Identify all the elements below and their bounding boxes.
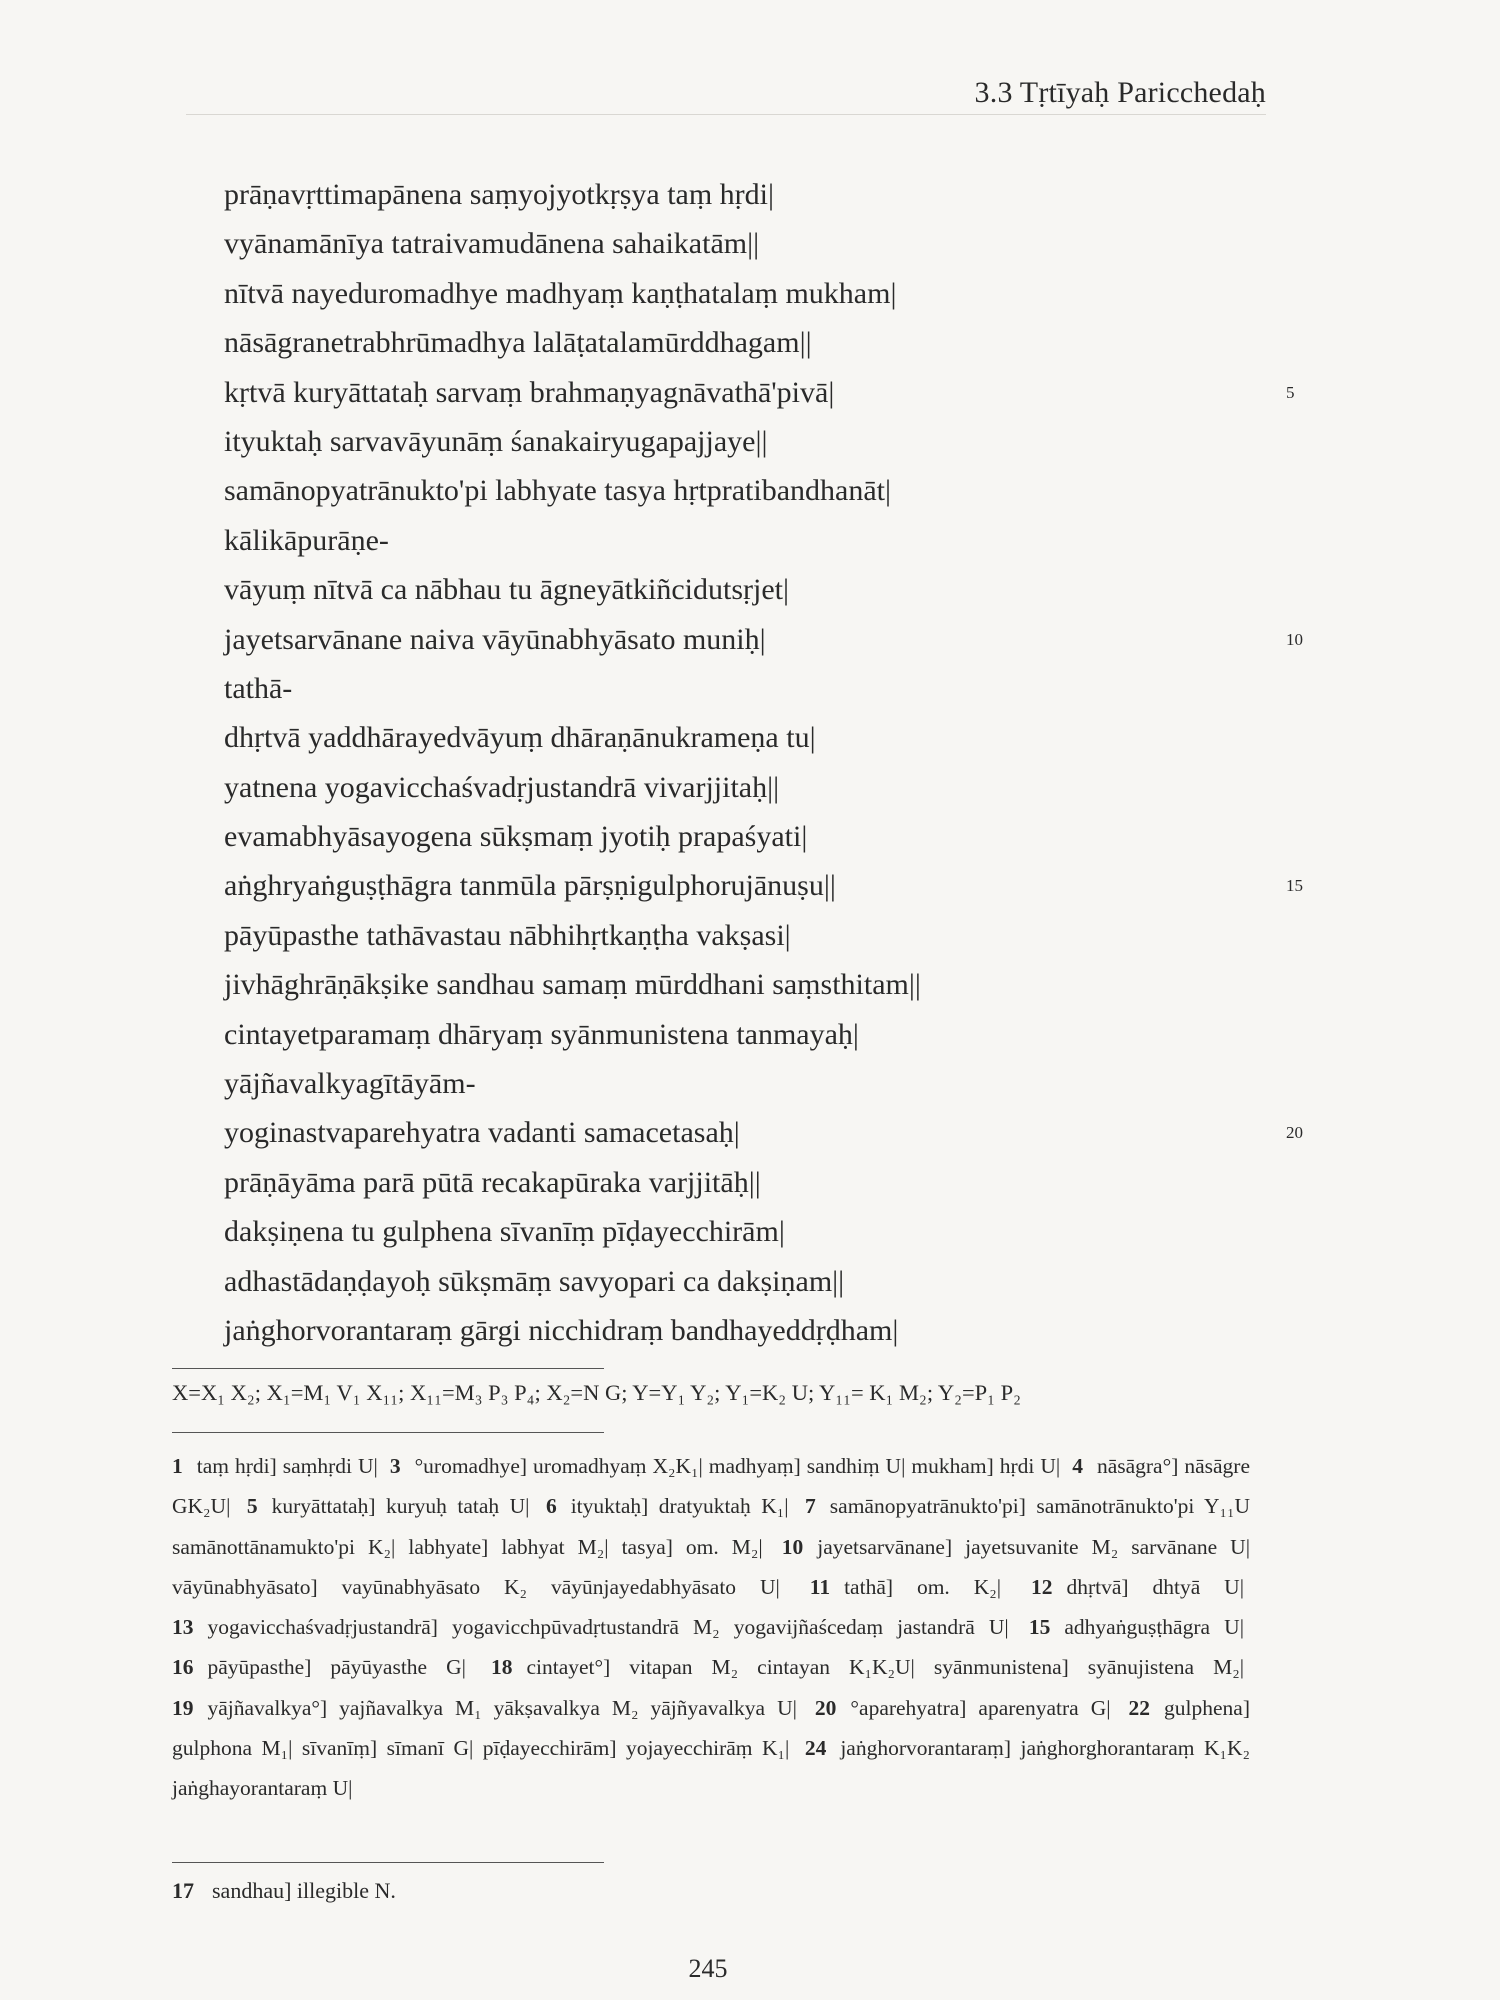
verse-text: tathā- [224,671,293,705]
verse-text: vāyuṃ nītvā ca nābhau tu āgneyātkiñcidutsṛjet| [224,573,789,607]
verse-line [224,565,1304,614]
apparatus-line-ref: 24 [804,1736,827,1761]
apparatus-reading: adhyaṅguṣṭhāgra U| [1064,1615,1245,1640]
verse-text: prāṇavṛttimapānena saṃyojyotkṛṣya taṃ hṛdi| [224,178,775,211]
apparatus-line-ref: 20 [814,1695,837,1720]
apparatus-reading: °uromadhye] uromadhyaṃ X₂K₁| madhyaṃ] sandhiṃ U| mukham] hṛdi U| [414,1454,1061,1478]
page-number: 245 [688,1954,728,1983]
verse-text: jivhāghrāṇākṣike sandhau samaṃ mūrddhani saṃsthitam|| [224,968,921,1002]
verse-line [224,1257,1304,1306]
apparatus-line-ref: 4 [1072,1454,1083,1478]
footnote [172,1878,1250,1904]
verse-line [224,466,1304,515]
critical-apparatus [172,1446,1250,1809]
apparatus-reading: dhṛtvā] dhtyā U| [1066,1574,1245,1599]
apparatus-entry [247,1494,530,1518]
apparatus-reading: gulphena] gulphona M₁| sīvanīṃ] sīmanī G| pīḍayecchirām] yojayecchirāṃ K₁| [172,1695,1250,1761]
apparatus-line-ref: 6 [545,1494,557,1519]
footnote-rule [172,1862,604,1863]
verse-text: evamabhyāsayogena sūkṣmaṃ jyotiḥ prapaśyati| [224,820,808,854]
line-number: 5 [1286,382,1295,402]
page-header [186,74,1266,115]
verse-line [224,1059,1304,1108]
apparatus-line-ref: 11 [809,1574,831,1599]
verse-line [224,1158,1304,1207]
verse-text: cintayetparamaṃ dhāryaṃ syānmunistena tanmayaḥ| [224,1017,859,1051]
apparatus-line-ref: 15 [1028,1615,1051,1640]
apparatus-reading: ityuktaḥ] dratyuktaḥ K₁| [570,1494,789,1519]
verse-line [224,664,1304,713]
verse-line [224,960,1304,1009]
apparatus-entry [1029,1615,1244,1639]
apparatus-entry [390,1454,1060,1478]
verse-text: ityuktaḥ sarvavāyunāṃ śanakairyugapajjaye|| [224,424,768,458]
verse-line [224,219,1304,268]
apparatus-line-ref: 3 [389,1454,401,1478]
verse-text: samānopyatrānukto'pi labhyate tasya hṛtpratibandhanāt| [224,474,892,508]
verse-line [224,763,1304,812]
verse-text: jaṅghorvorantaraṃ gārgi nicchidraṃ bandhayeddṛḍham| [224,1313,899,1347]
apparatus-reading: samānopyatrānukto'pi] samānotrānukto'pi Y₁₁U samānottānamukto'pi K₂| labhyate] labhyat M₂| tasya] om. M₂| [172,1494,1251,1559]
apparatus-entry [172,1454,378,1478]
apparatus-entry [815,1696,1111,1720]
verse-text: nītvā nayeduromadhye madhyaṃ kaṇṭhatalaṃ mukham| [224,276,897,310]
sigla-text: X=X₁ X₂; X₁=M₁ V₁ X₁₁; X₁₁=M₃ P₃ P₄; X₂=N G; Y=Y₁ Y₂; Y₁=K₂ U; Y₁₁= K₁ M₂; Y₂=P₁ P₂ [172,1380,1022,1405]
apparatus-line-ref: 1 [172,1454,183,1478]
verse-text: dakṣiṇena tu gulphena sīvanīṃ pīḍayecchirām| [224,1215,785,1249]
footnote-text: sandhau] illegible N. [212,1878,396,1903]
verse-text: nāsāgranetrabhrūmadhya lalāṭatalamūrddhagam|| [224,326,812,360]
apparatus-reading: jayetsarvānane] jayetsuvanite M₂ sarvānane U| vāyūnabhyāsato] vayūnabhyāsato K₂ vāyūnjayedabhyāsato U| [172,1534,1250,1599]
apparatus-entry [546,1494,789,1518]
verse-line [224,1108,1304,1157]
verse-text: yatnena yogavicchaśvadṛjustandrā vivarjjitaḥ|| [224,770,780,804]
sigla-line [172,1380,1252,1406]
verse-text: jayetsarvānane naiva vāyūnabhyāsato muniḥ| [224,622,766,656]
apparatus-line-ref: 19 [172,1695,194,1720]
verse-text: yājñavalkyagītāyām- [224,1067,476,1101]
footnote-number: 17 [172,1878,194,1903]
apparatus-entry [172,1615,1009,1639]
verse-line [224,861,1304,910]
apparatus-entry [1031,1575,1244,1599]
apparatus-reading: taṃ hṛdi] saṃhṛdi U| [196,1454,378,1478]
apparatus-entry [172,1696,797,1720]
apparatus-reading: yājñavalkya°] yajñavalkya M₁ yākṣavalkya M₂ yājñyavalkya U| [207,1695,797,1720]
verse-line [224,417,1304,466]
verse-line [224,170,1304,219]
verse-line [224,615,1304,664]
apparatus-line-ref: 5 [246,1494,258,1519]
apparatus-line-ref: 10 [781,1534,804,1559]
apparatus-line-ref: 18 [490,1655,513,1680]
verse-text: kālikāpurāṇe- [224,523,389,557]
apparatus-line-ref: 7 [805,1494,816,1519]
verse-text: kṛtvā kuryāttataḥ sarvaṃ brahmaṇyagnāvathā'pivā| [224,375,835,409]
verse-line [224,1207,1304,1256]
verse-line [224,713,1304,762]
sigla-rule [172,1368,604,1369]
line-number: 20 [1286,1123,1303,1143]
verse-text: prāṇāyāma parā pūtā recakapūraka varjjitāḥ|| [224,1165,761,1199]
verse-line [224,318,1304,367]
verse-text: adhastādaṇḍayoḥ sūkṣmāṃ savyopari ca dakṣiṇam|| [224,1264,845,1298]
verse-line [224,812,1304,861]
line-number: 15 [1286,876,1303,896]
apparatus-entry [810,1575,1001,1599]
apparatus-rule [172,1432,604,1433]
apparatus-reading: cintayet°] vitapan M₂ cintayan K₁K₂U| syānmunistena] syānujistena M₂| [526,1655,1245,1680]
verse-text: yoginastvaparehyatra vadanti samacetasaḥ| [224,1116,740,1150]
line-number: 10 [1286,629,1303,649]
verse-line [224,911,1304,960]
verse-line [224,516,1304,565]
apparatus-reading: kuryāttataḥ] kuryuḥ tataḥ U| [271,1494,530,1519]
apparatus-reading: yogavicchaśvadṛjustandrā] yogavicchpūvadṛtustandrā M₂ yogavijñaścedaṃ jastandrā U| [207,1615,1009,1640]
verse-text: dhṛtvā yaddhārayedvāyuṃ dhāraṇānukrameṇa tu| [224,721,816,755]
apparatus-line-ref: 16 [172,1655,194,1680]
apparatus-reading: tathā] om. K₂| [844,1574,1002,1599]
verse-line [224,269,1304,318]
apparatus-reading: nāsāgra°] nāsāgre GK₂U| [172,1454,1250,1519]
apparatus-reading: pāyūpasthe] pāyūyasthe G| [207,1655,466,1680]
apparatus-line-ref: 12 [1030,1574,1053,1599]
apparatus-reading: °aparehyatra] aparenyatra G| [850,1695,1111,1720]
apparatus-entry [172,1655,466,1679]
verse-text: aṅghryaṅguṣṭhāgra tanmūla pārṣṇigulphorujānuṣu|| [224,869,836,903]
apparatus-entry [491,1655,1244,1679]
apparatus-reading: jaṅghorvorantaraṃ] jaṅghorghorantaraṃ K₁K₂ jaṅghayorantaraṃ U| [172,1736,1251,1801]
running-head: 3.3 Tṛtīyaḥ Paricchedaḥ [974,76,1266,109]
verse-text: pāyūpasthe tathāvastau nābhihṛtkaṇṭha vakṣasi| [224,918,791,952]
apparatus-line-ref: 13 [172,1615,194,1640]
verse-line [224,1010,1304,1059]
verse-block [224,170,1304,1355]
verse-line [224,1306,1304,1355]
verse-text: vyānamānīya tatraivamudānena sahaikatām|| [224,227,760,261]
apparatus-line-ref: 22 [1128,1695,1151,1720]
verse-line [224,368,1304,417]
